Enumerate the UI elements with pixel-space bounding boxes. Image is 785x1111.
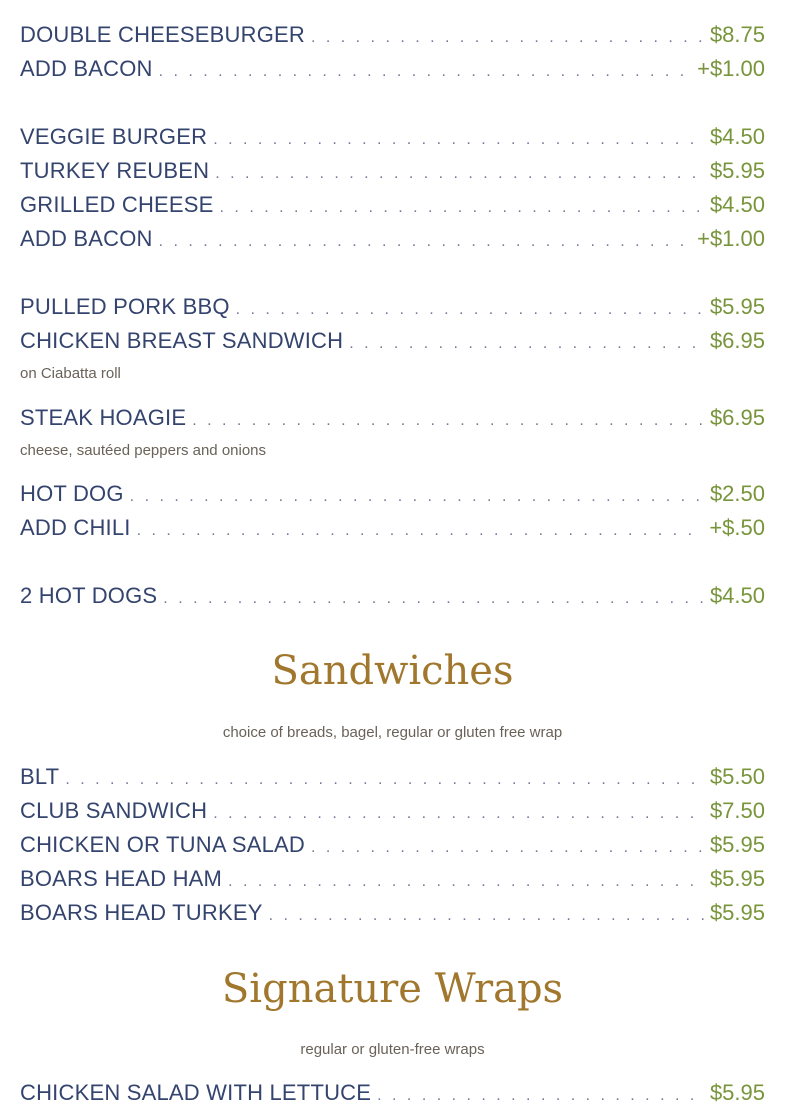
item-price: $5.95 xyxy=(709,294,765,319)
menu-item xyxy=(20,581,765,611)
section-title-wraps: Signature Wraps xyxy=(221,966,564,1012)
item-price: $2.50 xyxy=(709,481,765,506)
item-name: ADD CHILI xyxy=(20,515,131,540)
item-price: $5.95 xyxy=(709,1080,765,1105)
item-price: $7.50 xyxy=(709,798,765,823)
item-price: $4.50 xyxy=(709,124,765,149)
dot-leader xyxy=(65,765,704,795)
dot-leader xyxy=(349,329,704,359)
dot-leader xyxy=(269,901,704,931)
menu-item xyxy=(20,156,765,186)
item-name: HOT DOG xyxy=(20,481,124,506)
dot-leader xyxy=(215,159,704,189)
menu-item xyxy=(20,830,765,860)
item-name: ADD BACON xyxy=(20,56,153,81)
item-price: $5.95 xyxy=(709,866,765,891)
item-name: CHICKEN OR TUNA SALAD xyxy=(20,832,305,857)
menu-item xyxy=(20,54,765,84)
item-name: GRILLED CHEESE xyxy=(20,192,214,217)
item-name: PULLED PORK BBQ xyxy=(20,294,230,319)
item-price: $4.50 xyxy=(709,583,765,608)
dot-leader xyxy=(220,193,704,223)
item-name: TURKEY REUBEN xyxy=(20,158,210,183)
item-name: BOARS HEAD TURKEY xyxy=(20,900,263,925)
section-title-sandwiches: Sandwiches xyxy=(271,648,514,694)
dot-leader xyxy=(130,482,704,512)
item-name: BLT xyxy=(20,764,60,789)
item-name: STEAK HOAGIE xyxy=(20,405,187,430)
item-note: on Ciabatta roll xyxy=(20,365,121,382)
item-name: DOUBLE CHEESEBURGER xyxy=(20,22,305,47)
item-price: $5.95 xyxy=(709,900,765,925)
item-price: $6.95 xyxy=(709,328,765,353)
dot-leader xyxy=(213,799,704,829)
dot-leader xyxy=(159,227,691,257)
item-price: $5.50 xyxy=(709,764,765,789)
menu-item xyxy=(20,292,765,322)
item-note: cheese, sautéed peppers and onions xyxy=(20,442,267,459)
section-subtitle-sandwiches: choice of breads, bagel, regular or gluten free wrap xyxy=(222,724,563,741)
dot-leader xyxy=(311,23,704,53)
dot-leader xyxy=(228,867,704,897)
item-price: $8.75 xyxy=(709,22,765,47)
menu-item xyxy=(20,898,765,928)
menu-item xyxy=(20,864,765,894)
dot-leader xyxy=(163,584,704,614)
item-name: BOARS HEAD HAM xyxy=(20,866,223,891)
dot-leader xyxy=(192,406,704,436)
item-price: $4.50 xyxy=(709,192,765,217)
menu-item xyxy=(20,20,765,50)
item-name: CHICKEN BREAST SANDWICH xyxy=(20,328,344,353)
menu-item xyxy=(20,762,765,792)
item-name: CHICKEN SALAD WITH LETTUCE xyxy=(20,1080,372,1105)
menu-item xyxy=(20,513,765,543)
dot-leader xyxy=(311,833,704,863)
item-price: $6.95 xyxy=(709,405,765,430)
menu-item xyxy=(20,796,765,826)
item-price: $5.95 xyxy=(709,832,765,857)
item-name: VEGGIE BURGER xyxy=(20,124,208,149)
dot-leader xyxy=(236,295,704,325)
item-price: +$1.00 xyxy=(697,56,765,81)
item-price: $5.95 xyxy=(709,158,765,183)
menu-item xyxy=(20,403,765,433)
dot-leader xyxy=(137,516,704,546)
menu-item xyxy=(20,190,765,220)
item-price: +$1.00 xyxy=(697,226,765,251)
item-name: CLUB SANDWICH xyxy=(20,798,208,823)
dot-leader xyxy=(213,125,704,155)
menu-item xyxy=(20,1078,765,1108)
item-name: ADD BACON xyxy=(20,226,153,251)
dot-leader xyxy=(159,57,691,87)
dot-leader xyxy=(377,1081,704,1111)
menu-item xyxy=(20,326,765,356)
menu-item xyxy=(20,479,765,509)
menu-item xyxy=(20,122,765,152)
menu-item xyxy=(20,224,765,254)
item-price: +$.50 xyxy=(709,515,765,540)
section-subtitle-wraps: regular or gluten-free wraps xyxy=(300,1041,485,1058)
item-name: 2 HOT DOGS xyxy=(20,583,158,608)
